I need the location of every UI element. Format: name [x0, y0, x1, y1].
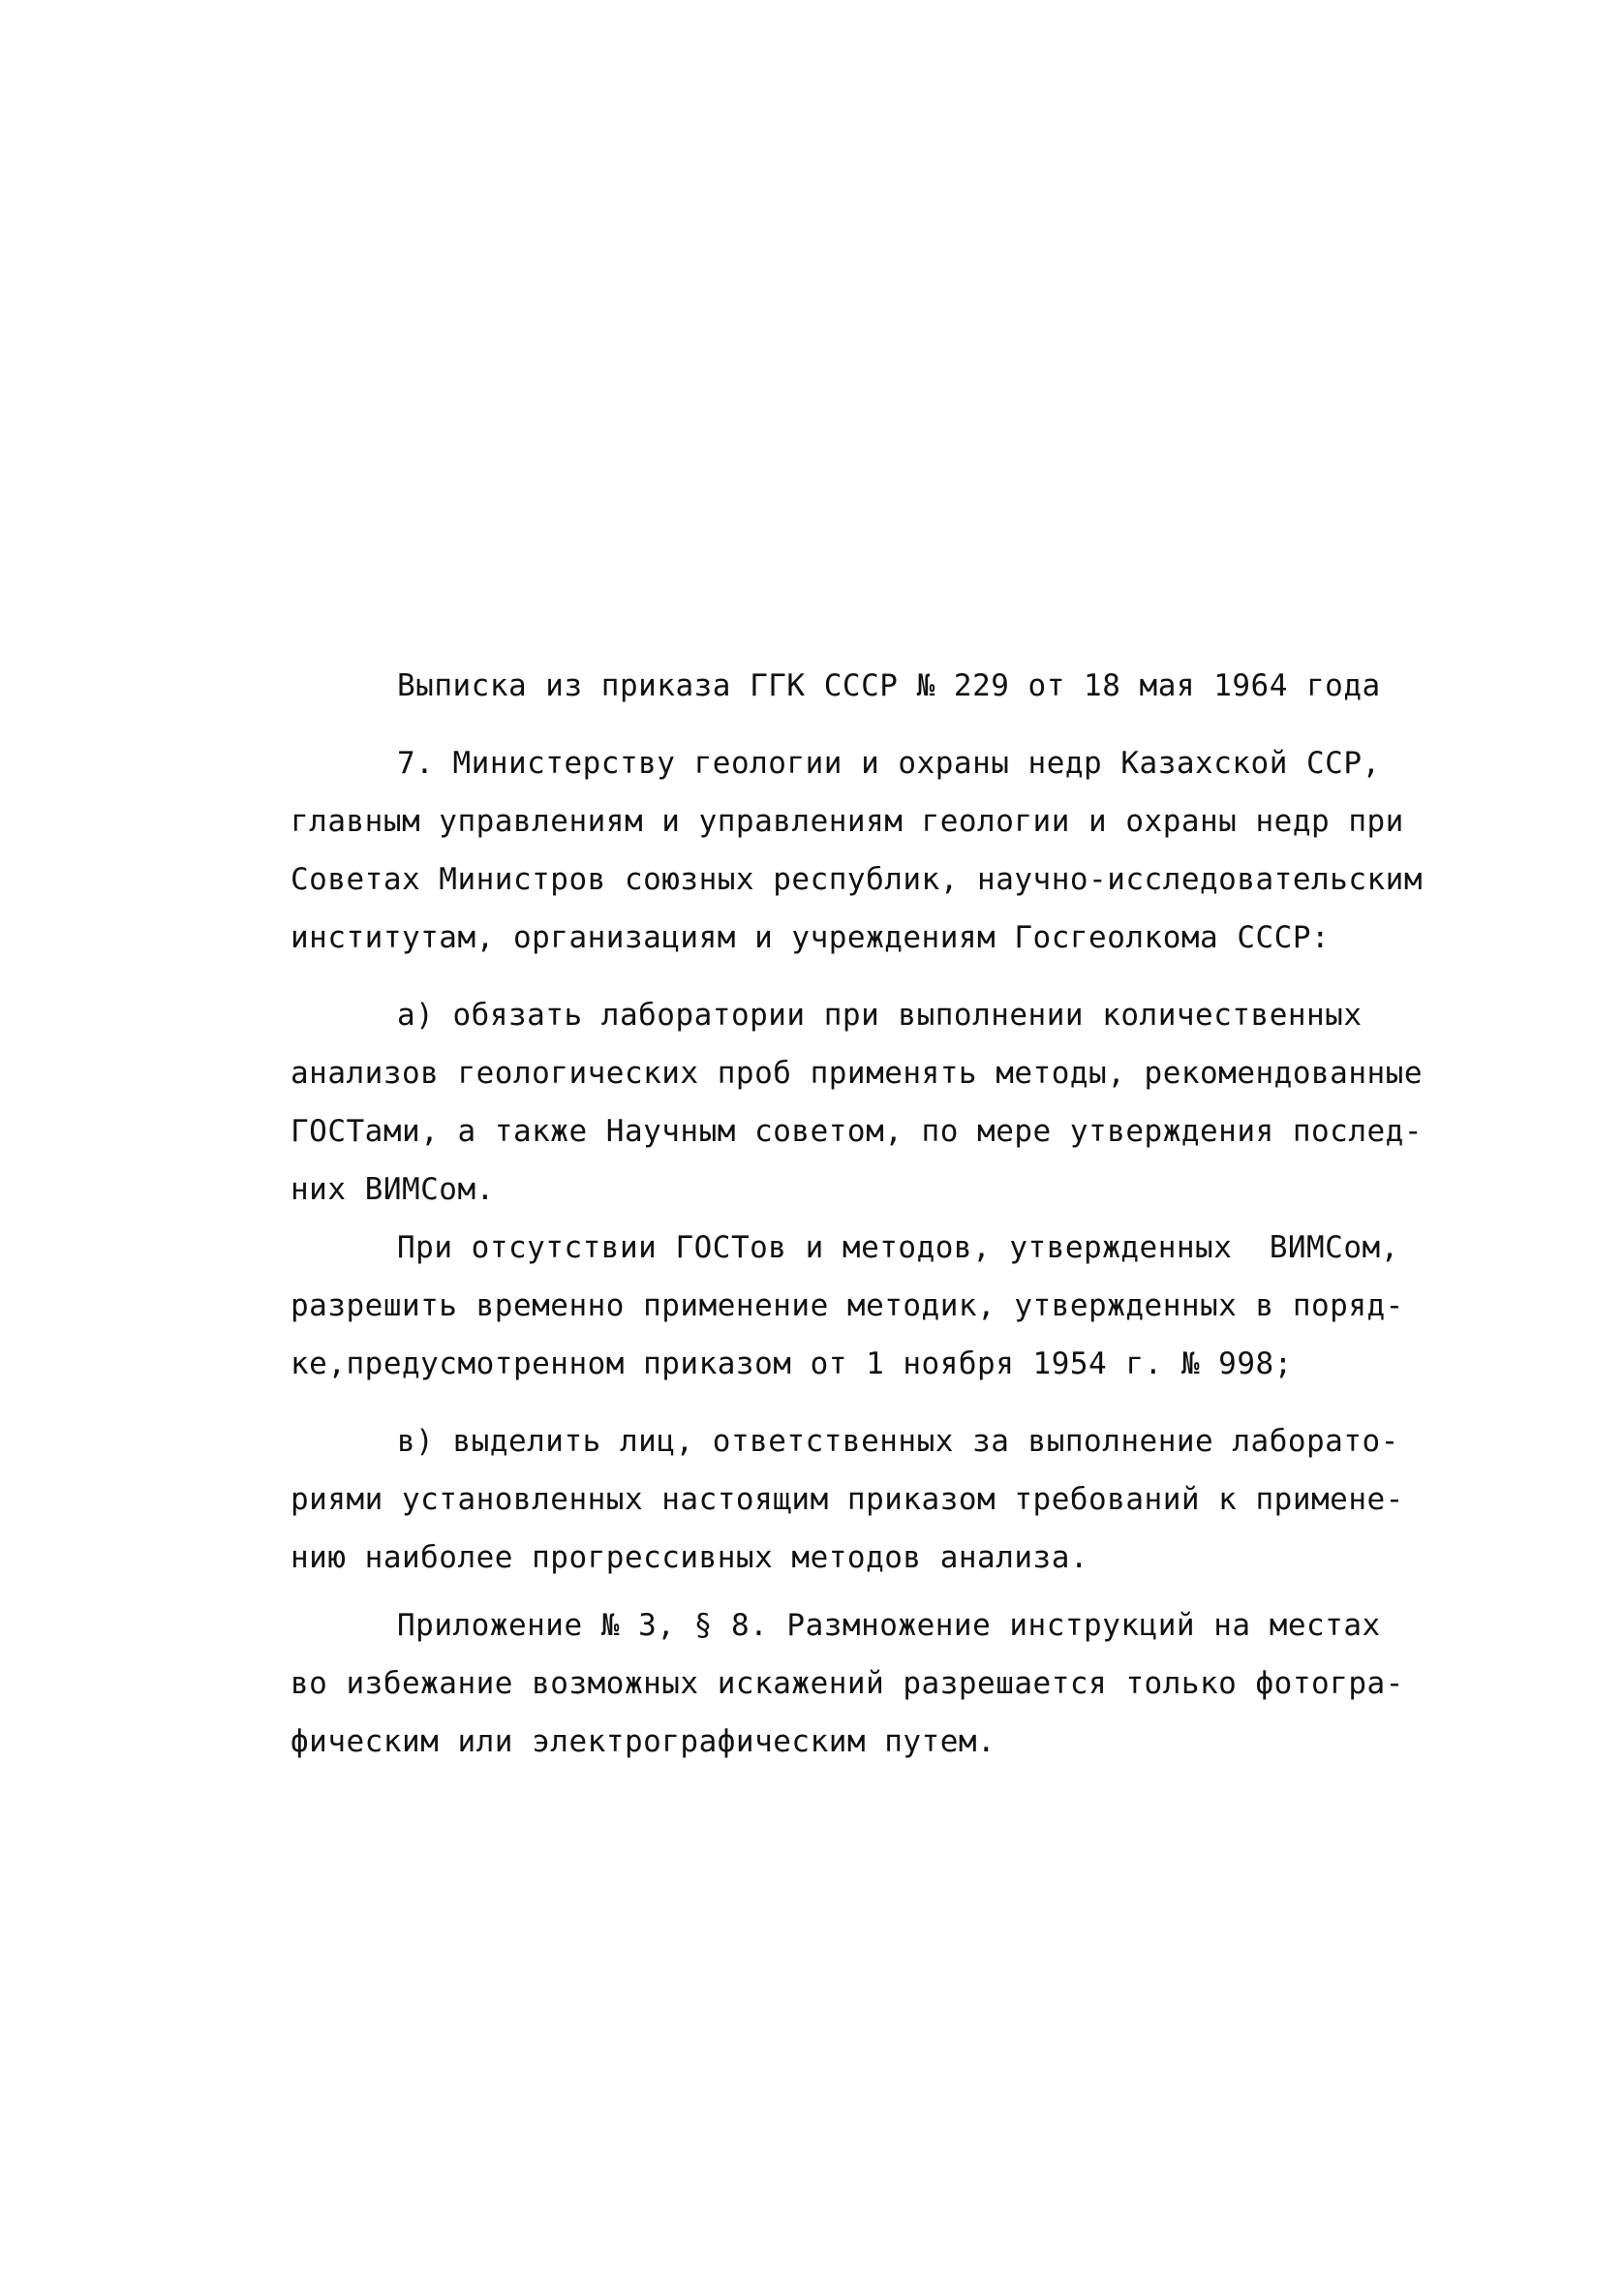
paragraph-gost-line-2: разрешить временно применение методик, утвержденных в поряд-: [291, 1288, 1404, 1323]
item-a-line-1: а) обязать лаборатории при выполнении количественных: [397, 998, 1363, 1033]
paragraph-gost-line-1: При отсутствии ГОСТов и методов, утвержденных ВИМСом,: [397, 1230, 1399, 1265]
appendix-line-2: во избежание возможных искажений разрешается только фотогра-: [291, 1666, 1404, 1701]
item-v-line-1: в) выделить лиц, ответственных за выполнение лаборато-: [397, 1424, 1399, 1459]
item-a-line-3: ГОСТами, а также Научным советом, по мере утверждения послед-: [291, 1114, 1423, 1149]
item-a-line-4: них ВИМСом.: [291, 1172, 495, 1207]
paragraph-gost-line-3: ке,предусмотренном приказом от 1 ноября 1954 г. № 998;: [291, 1346, 1293, 1381]
appendix-line-3: фическим или электрографическим путем.: [291, 1724, 996, 1759]
document-heading: Выписка из приказа ГГК СССР № 229 от 18 мая 1964 года: [397, 668, 1381, 703]
item-v-line-3: нию наиболее прогрессивных методов анализа.: [291, 1540, 1089, 1575]
paragraph-7-line-1: 7. Министерству геологии и охраны недр Казахской ССР,: [397, 746, 1381, 781]
paragraph-7-line-2: главным управлениям и управлениям геологии и охраны недр при: [291, 804, 1404, 839]
item-v-line-2: риями установленных настоящим приказом требований к примене-: [291, 1482, 1404, 1517]
item-a-line-2: анализов геологических проб применять методы, рекомендованные: [291, 1056, 1423, 1091]
paragraph-7-line-4: институтам, организациям и учреждениям Госгеолкома СССР:: [291, 920, 1331, 955]
appendix-line-1: Приложение № 3, § 8. Размножение инструкций на местах: [397, 1608, 1381, 1643]
paragraph-7-line-3: Советах Министров союзных республик, научно-исследовательским: [291, 862, 1423, 897]
